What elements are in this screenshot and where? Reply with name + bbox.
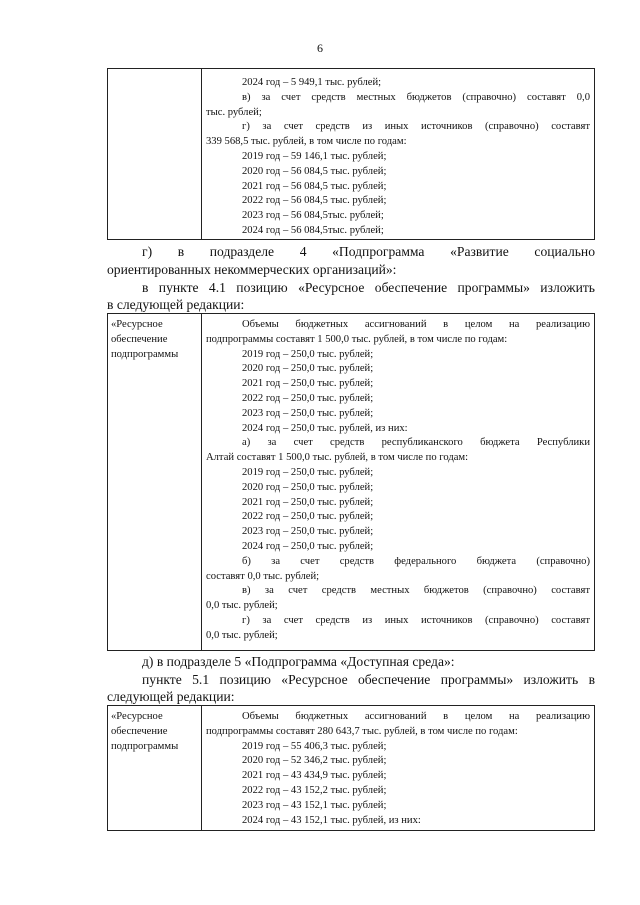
table-line: 2021 год – 56 084,5 тыс. рублей;: [242, 180, 387, 192]
table-line: 2019 год – 250,0 тыс. рублей;: [242, 348, 374, 360]
table-line: 2020 год – 52 346,2 тыс. рублей;: [242, 755, 387, 767]
paragraph-d-line: д) в подразделе 5 «Подпрограмма «Доступная среда»:: [142, 654, 455, 669]
table-line: в) за счет средств местных бюджетов (справочно) составят 0,0: [242, 91, 590, 103]
table-label-cell: [108, 314, 202, 650]
page-number: 6: [317, 41, 323, 55]
table-line: 2024 год – 250,0 тыс. рублей, из них:: [242, 422, 408, 434]
table-line: подпрограммы составят 1 500,0 тыс. рублей, в том числе по годам:: [206, 333, 508, 345]
table-line: 2023 год – 250,0 тыс. рублей;: [242, 526, 374, 538]
table-line: 2023 год – 56 084,5тыс. рублей;: [242, 210, 384, 222]
resource-label: «Ресурсное обеспечение подпрограммы: [111, 711, 179, 752]
table-value-cell: [202, 706, 594, 830]
paragraph-g-line: ориентированных некоммерческих организаций»:: [107, 262, 397, 277]
paragraph-d-line: следующей редакции:: [107, 689, 235, 704]
table-line: 2021 год – 250,0 тыс. рублей;: [242, 496, 374, 508]
table-line: 2021 год – 250,0 тыс. рублей;: [242, 378, 374, 390]
table-line: г) за счет средств из иных источников (справочно) составят: [242, 614, 590, 626]
table-line: а) за счет средств республиканского бюджета Республики: [242, 437, 590, 449]
table-line: Объемы бюджетных ассигнований в целом на реализацию: [242, 319, 590, 330]
table-line: 2024 год – 5 949,1 тыс. рублей;: [242, 77, 382, 88]
table-line: 0,0 тыс. рублей;: [206, 600, 278, 612]
table-line: 2019 год – 59 146,1 тыс. рублей;: [242, 150, 387, 162]
table-label-cell: [108, 69, 202, 239]
table-line: г) за счет средств из иных источников (справочно) составят: [242, 121, 590, 133]
resource-table-continued: [107, 68, 595, 240]
table-line: 2024 год – 56 084,5тыс. рублей;: [242, 224, 384, 236]
paragraph-d-line: пункте 5.1 позицию «Ресурсное обеспечение программы» изложить в: [142, 672, 595, 687]
table-line: в) за счет средств местных бюджетов (справочно) составят: [242, 585, 590, 597]
table-line: 2020 год – 250,0 тыс. рублей;: [242, 481, 374, 493]
table-line: 2019 год – 55 406,3 тыс. рублей;: [242, 740, 387, 752]
table-line: 2020 год – 250,0 тыс. рублей;: [242, 363, 374, 375]
table-line: 0,0 тыс. рублей;: [206, 629, 278, 641]
table-line: 2024 год – 250,0 тыс. рублей;: [242, 540, 374, 552]
resource-table-subprogram-5: [107, 705, 595, 831]
table-line: Алтай составят 1 500,0 тыс. рублей, в том числе по годам:: [206, 452, 469, 464]
table-line: б) за счет средств федерального бюджета (справочно): [242, 555, 590, 567]
table-line: 2019 год – 250,0 тыс. рублей;: [242, 466, 374, 478]
resource-table-subprogram-4: [107, 313, 595, 651]
table-line: 2020 год – 56 084,5 тыс. рублей;: [242, 165, 387, 177]
resource-label: «Ресурсное обеспечение подпрограммы: [111, 319, 179, 360]
table-line: составят 0,0 тыс. рублей;: [206, 570, 320, 582]
table-line: 2024 год – 43 152,1 тыс. рублей, из них:: [242, 814, 421, 826]
table-line: 2022 год – 43 152,2 тыс. рублей;: [242, 784, 387, 796]
paragraph-g-line: г) в подразделе 4 «Подпрограмма «Развитие социально: [142, 244, 595, 259]
table-line: 2023 год – 250,0 тыс. рублей;: [242, 407, 374, 419]
table-line: 2022 год – 250,0 тыс. рублей;: [242, 511, 374, 523]
table-label-cell: [108, 706, 202, 830]
table-line: 2022 год – 250,0 тыс. рублей;: [242, 392, 374, 404]
table-line: подпрограммы составят 280 643,7 тыс. рублей, в том числе по годам:: [206, 725, 518, 737]
table-value-cell: [202, 69, 594, 239]
table-line: 2021 год – 43 434,9 тыс. рублей;: [242, 770, 387, 782]
table-line: Объемы бюджетных ассигнований в целом на реализацию: [242, 711, 590, 722]
table-line: 2023 год – 43 152,1 тыс. рублей;: [242, 799, 387, 811]
table-line: 339 568,5 тыс. рублей, в том числе по годам:: [206, 136, 407, 148]
paragraph-g-line: в следующей редакции:: [107, 297, 245, 312]
table-line: 2022 год – 56 084,5 тыс. рублей;: [242, 195, 387, 207]
table-line: тыс. рублей;: [206, 106, 262, 118]
paragraph-g-line: в пункте 4.1 позицию «Ресурсное обеспечение программы» изложить: [142, 280, 595, 295]
table-value-cell: [202, 314, 594, 650]
